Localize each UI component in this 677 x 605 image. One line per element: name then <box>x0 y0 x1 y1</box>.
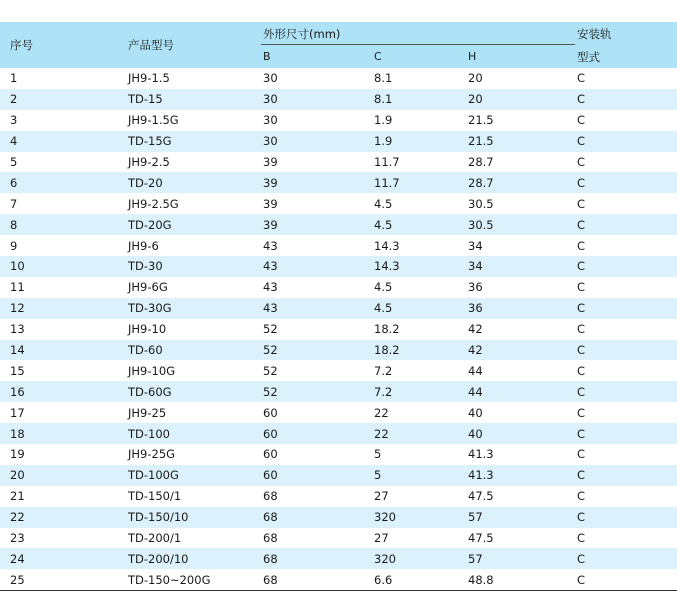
cell-model: TD-30 <box>126 256 261 277</box>
table-row <box>0 465 677 486</box>
cell-index: 3 <box>10 113 18 128</box>
cell-model: JH9-2.5 <box>128 155 170 169</box>
cell-dim-b: 68 <box>263 489 278 504</box>
cell-rail-type: C <box>575 131 677 152</box>
cell-rail-type: C <box>577 405 586 420</box>
cell-dim-h: 21.5 <box>468 113 494 128</box>
cell-rail-type: C <box>577 280 586 295</box>
cell-index: 2 <box>0 89 126 110</box>
cell-rail-type: C <box>577 155 586 169</box>
cell-dim-h: 36 <box>468 280 483 295</box>
cell-rail-type: C <box>575 298 677 319</box>
cell-index: 19 <box>10 447 25 462</box>
cell-index: 13 <box>10 322 25 337</box>
table-row <box>0 569 677 590</box>
cell-model: JH9-10 <box>128 322 167 337</box>
cell-index: 7 <box>10 196 18 211</box>
header-dim-b: B <box>261 45 372 68</box>
header-dimensions-rule <box>261 44 575 45</box>
cell-index: 9 <box>10 238 18 253</box>
table-row <box>0 256 677 277</box>
header-dimensions-group <box>261 22 575 45</box>
table-row <box>0 110 677 131</box>
table-row <box>0 298 677 319</box>
cell-dim-h: 41.3 <box>466 465 575 486</box>
cell-rail-type: C <box>575 465 677 486</box>
cell-dim-h: 20 <box>468 71 483 86</box>
cell-dim-c: 14.3 <box>372 256 466 277</box>
cell-dim-c: 11.7 <box>374 155 400 169</box>
cell-dim-h: 44 <box>466 381 575 402</box>
header-rail-type-line1: 安装轨 <box>575 22 677 45</box>
cell-dim-c: 6.6 <box>372 569 466 590</box>
cell-index: 25 <box>0 569 126 590</box>
cell-dim-c: 1.9 <box>374 113 393 128</box>
cell-dim-b: 68 <box>261 548 372 569</box>
cell-dim-c: 22 <box>372 423 466 444</box>
cell-rail-type: C <box>575 548 677 569</box>
table-row <box>0 486 677 507</box>
cell-dim-b: 60 <box>261 423 372 444</box>
cell-model: JH9-25 <box>128 405 167 420</box>
cell-dim-b: 43 <box>261 256 372 277</box>
cell-model: JH9-2.5G <box>128 196 179 211</box>
cell-model: TD-30G <box>126 298 261 319</box>
cell-model: TD-60 <box>126 340 261 361</box>
cell-model: TD-20 <box>126 172 261 193</box>
cell-index: 21 <box>10 489 25 504</box>
cell-dim-h: 20 <box>466 89 575 110</box>
cell-rail-type: C <box>575 569 677 590</box>
table-row <box>0 340 677 361</box>
cell-rail-type: C <box>577 322 586 337</box>
cell-dim-b: 39 <box>263 196 278 211</box>
cell-index: 8 <box>0 214 126 235</box>
cell-dim-c: 18.2 <box>372 340 466 361</box>
cell-index: 11 <box>10 280 25 295</box>
cell-model: TD-100G <box>126 465 261 486</box>
cell-model: JH9-1.5 <box>128 71 170 86</box>
cell-model: TD-150~200G <box>126 569 261 590</box>
cell-index: 18 <box>0 423 126 444</box>
header-dimensions-label: 外形尺寸(mm) <box>263 26 341 41</box>
table-row <box>0 507 677 528</box>
table-row <box>0 528 677 549</box>
header-index: 序号 <box>0 22 126 68</box>
table-row <box>0 548 677 569</box>
table-row <box>0 89 677 110</box>
table-row <box>0 444 677 465</box>
cell-dim-c: 7.2 <box>374 363 393 378</box>
cell-dim-c: 8.1 <box>374 71 393 86</box>
cell-index: 12 <box>0 298 126 319</box>
cell-model: TD-200/10 <box>126 548 261 569</box>
cell-dim-b: 39 <box>263 155 278 169</box>
header-rail-type-line2: 型式 <box>575 45 677 68</box>
cell-model: TD-200/1 <box>128 531 182 546</box>
cell-dim-b: 30 <box>261 131 372 152</box>
cell-dim-h: 34 <box>468 238 483 253</box>
cell-index: 23 <box>10 531 25 546</box>
cell-dim-c: 8.1 <box>372 89 466 110</box>
table-row <box>0 319 677 340</box>
cell-rail-type: C <box>577 196 586 211</box>
cell-dim-b: 52 <box>263 363 278 378</box>
cell-dim-c: 27 <box>374 489 389 504</box>
cell-index: 5 <box>10 155 18 169</box>
cell-dim-c: 5 <box>374 447 382 462</box>
cell-index: 15 <box>10 363 25 378</box>
cell-dim-h: 57 <box>466 507 575 528</box>
cell-rail-type: C <box>577 447 586 462</box>
cell-dim-h: 47.5 <box>468 531 494 546</box>
cell-dim-b: 39 <box>261 172 372 193</box>
cell-index: 17 <box>10 405 25 420</box>
cell-model: TD-15 <box>126 89 261 110</box>
cell-dim-b: 60 <box>261 465 372 486</box>
cell-dim-c: 4.5 <box>372 214 466 235</box>
table-row <box>0 235 677 256</box>
cell-dim-c: 27 <box>374 531 389 546</box>
cell-dim-b: 60 <box>263 447 278 462</box>
table-row <box>0 381 677 402</box>
cell-rail-type: C <box>575 89 677 110</box>
cell-index: 1 <box>10 71 18 86</box>
table-row <box>0 423 677 444</box>
cell-dim-b: 30 <box>261 89 372 110</box>
cell-dim-h: 42 <box>468 322 483 337</box>
cell-dim-b: 68 <box>263 531 278 546</box>
cell-rail-type: C <box>577 113 586 128</box>
cell-dim-c: 1.9 <box>372 131 466 152</box>
cell-dim-c: 18.2 <box>374 322 400 337</box>
cell-dim-h: 21.5 <box>466 131 575 152</box>
cell-dim-b: 68 <box>261 507 372 528</box>
cell-dim-b: 30 <box>263 113 278 128</box>
cell-dim-h: 28.7 <box>468 155 494 169</box>
cell-dim-c: 4.5 <box>374 196 393 211</box>
cell-model: JH9-25G <box>128 447 176 462</box>
header-model: 产品型号 <box>126 22 261 68</box>
cell-model: TD-20G <box>126 214 261 235</box>
cell-dim-b: 60 <box>263 405 278 420</box>
cell-rail-type: C <box>577 489 586 504</box>
cell-dim-h: 30.5 <box>466 214 575 235</box>
cell-dim-h: 40 <box>466 423 575 444</box>
cell-dim-h: 34 <box>466 256 575 277</box>
cell-model: TD-15G <box>126 131 261 152</box>
spec-table-container <box>0 22 677 591</box>
cell-dim-h: 41.3 <box>468 447 494 462</box>
cell-index: 24 <box>0 548 126 569</box>
cell-rail-type: C <box>577 531 586 546</box>
cell-rail-type: C <box>575 172 677 193</box>
cell-dim-b: 39 <box>261 214 372 235</box>
cell-rail-type: C <box>577 71 586 86</box>
cell-rail-type: C <box>577 363 586 378</box>
cell-dim-c: 11.7 <box>372 172 466 193</box>
cell-index: 14 <box>0 340 126 361</box>
cell-dim-c: 320 <box>372 507 466 528</box>
cell-dim-h: 44 <box>468 363 483 378</box>
table-row <box>0 277 677 298</box>
cell-dim-b: 52 <box>263 322 278 337</box>
cell-dim-b: 68 <box>261 569 372 590</box>
cell-model: JH9-1.5G <box>128 113 179 128</box>
table-row <box>0 152 677 173</box>
cell-model: JH9-10G <box>128 363 176 378</box>
cell-dim-h: 57 <box>466 548 575 569</box>
cell-rail-type: C <box>575 340 677 361</box>
table-row <box>0 193 677 214</box>
cell-model: TD-150/1 <box>128 489 182 504</box>
cell-dim-c: 22 <box>374 405 389 420</box>
cell-model: TD-100 <box>126 423 261 444</box>
cell-dim-b: 43 <box>261 298 372 319</box>
cell-model: TD-150/10 <box>126 507 261 528</box>
cell-dim-b: 52 <box>261 381 372 402</box>
cell-dim-h: 30.5 <box>468 196 494 211</box>
product-spec-table <box>0 22 677 591</box>
cell-rail-type: C <box>575 507 677 528</box>
table-row <box>0 360 677 381</box>
table-header <box>0 22 677 68</box>
header-dim-c: C <box>372 45 466 68</box>
cell-dim-h: 36 <box>466 298 575 319</box>
cell-rail-type: C <box>577 238 586 253</box>
cell-model: JH9-6 <box>128 238 159 253</box>
cell-dim-b: 43 <box>263 238 278 253</box>
cell-dim-c: 4.5 <box>372 298 466 319</box>
cell-dim-c: 14.3 <box>374 238 400 253</box>
table-row <box>0 172 677 193</box>
table-body <box>0 68 677 590</box>
cell-rail-type: C <box>575 214 677 235</box>
cell-dim-c: 4.5 <box>374 280 393 295</box>
table-row <box>0 131 677 152</box>
cell-rail-type: C <box>575 423 677 444</box>
cell-index: 6 <box>0 172 126 193</box>
cell-rail-type: C <box>575 256 677 277</box>
cell-model: JH9-6G <box>128 280 168 295</box>
table-row <box>0 214 677 235</box>
cell-index: 10 <box>0 256 126 277</box>
cell-index: 20 <box>0 465 126 486</box>
cell-index: 4 <box>0 131 126 152</box>
cell-dim-h: 47.5 <box>468 489 494 504</box>
table-row <box>0 68 677 89</box>
cell-dim-h: 40 <box>468 405 483 420</box>
cell-dim-c: 320 <box>372 548 466 569</box>
cell-dim-b: 43 <box>263 280 278 295</box>
cell-index: 16 <box>0 381 126 402</box>
cell-dim-b: 30 <box>263 71 278 86</box>
cell-dim-c: 5 <box>372 465 466 486</box>
cell-dim-h: 48.8 <box>466 569 575 590</box>
cell-dim-h: 42 <box>466 340 575 361</box>
cell-dim-h: 28.7 <box>466 172 575 193</box>
cell-index: 22 <box>0 507 126 528</box>
cell-model: TD-60G <box>126 381 261 402</box>
cell-rail-type: C <box>575 381 677 402</box>
table-row <box>0 402 677 423</box>
cell-dim-b: 52 <box>261 340 372 361</box>
header-dim-h: H <box>466 45 575 68</box>
cell-dim-c: 7.2 <box>372 381 466 402</box>
